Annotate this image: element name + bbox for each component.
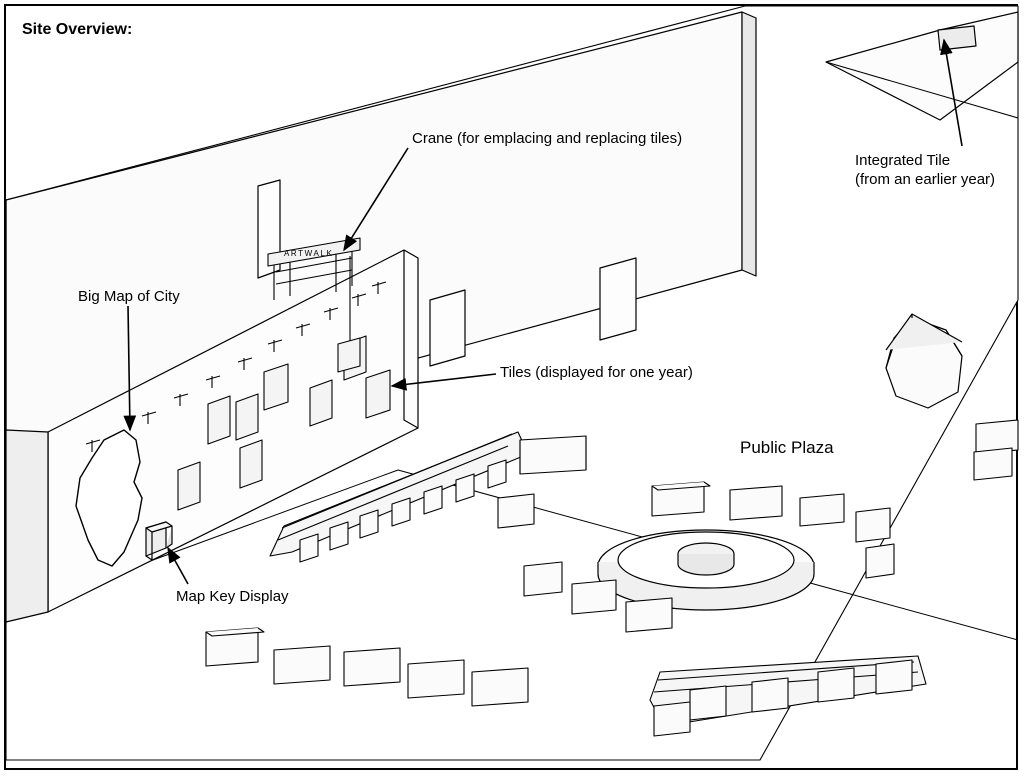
crane-gantry-sign: ARTWALK [284,249,334,258]
annotation-public-plaza: Public Plaza [740,438,834,457]
annotation-crane: Crane (for emplacing and replacing tiles) [412,130,683,147]
page-title: Site Overview: [22,21,133,38]
annotation-integrated-tile-line2: (from an earlier year) [855,170,996,188]
plaza-fountain [598,530,814,610]
annotation-integrated-tile-line1: Integrated Tile [855,152,951,169]
annotation-integrated-tile [855,152,995,190]
annotation-map-key: Map Key Display [176,588,289,605]
annotation-tiles: Tiles (displayed for one year) [500,364,693,381]
annotation-big-map: Big Map of City [78,288,180,305]
